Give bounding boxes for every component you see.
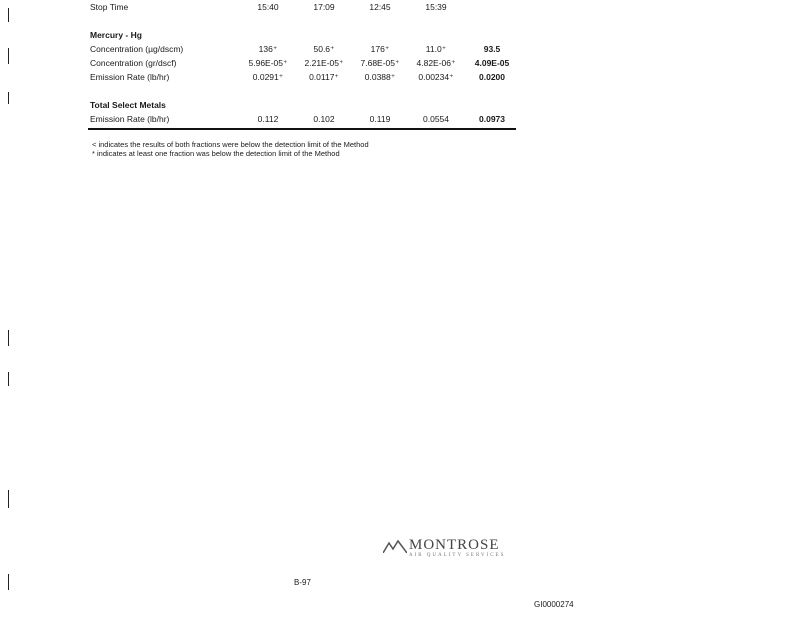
mountain-icon — [383, 539, 407, 553]
table-cell: 15:39 — [425, 2, 447, 12]
average-cell: 4.09E-05 — [474, 58, 510, 68]
table-cell: 0.112 — [257, 114, 279, 124]
table-row — [90, 112, 520, 126]
scan-edge-mark — [8, 92, 9, 104]
table-cell: 7.68E-05⁺ — [360, 57, 400, 68]
table-cell: 0.00234⁺ — [418, 71, 454, 82]
footnote: * indicates at least one fraction was below the detection limit of the Method — [92, 149, 340, 158]
table-row — [90, 42, 520, 56]
table-row — [90, 56, 520, 70]
table-cell: 17:09 — [313, 2, 335, 12]
section-heading: Mercury - Hg — [90, 30, 142, 40]
scan-edge-mark — [8, 490, 9, 508]
results-table — [90, 0, 520, 126]
page-number: B-97 — [294, 578, 311, 587]
scan-edge-mark — [8, 330, 9, 346]
footnotes — [92, 140, 369, 158]
table-cell — [464, 0, 520, 14]
row-label: Emission Rate (lb/hr) — [90, 114, 170, 124]
table-cell: 50.6⁺ — [313, 43, 335, 54]
bates-number: GI0000274 — [534, 600, 574, 609]
table-cell: 0.0554 — [423, 114, 449, 124]
table-cell: 2.21E-05⁺ — [304, 57, 344, 68]
row-label: Concentration (gr/dscf) — [90, 58, 177, 68]
table-cell: 4.82E-06⁺ — [416, 57, 456, 68]
section-heading-row — [90, 14, 520, 42]
company-logo — [383, 537, 513, 561]
table-cell: 11.0⁺ — [425, 43, 447, 54]
table-cell: 12:45 — [369, 2, 391, 12]
logo-subtext: AIR QUALITY SERVICES — [409, 553, 506, 558]
footnote: < indicates the results of both fractions were below the detection limit of the Method — [92, 140, 369, 149]
table-cell: 5.96E-05⁺ — [248, 57, 288, 68]
table-cell: 176⁺ — [370, 43, 390, 54]
scan-edge-mark — [8, 574, 9, 590]
average-cell: 0.0200 — [479, 72, 505, 82]
table-cell: 0.0117⁺ — [309, 71, 339, 82]
row-label: Emission Rate (lb/hr) — [90, 72, 170, 82]
row-label: Stop Time — [90, 2, 129, 12]
row-label: Concentration (µg/dscm) — [90, 44, 184, 54]
scan-edge-mark — [8, 8, 9, 22]
section-heading-row — [90, 84, 520, 112]
average-cell: 93.5 — [483, 44, 501, 54]
stop-time-row — [90, 0, 520, 14]
table-cell: 0.0291⁺ — [252, 71, 284, 82]
table-cell: 136⁺ — [258, 43, 278, 54]
logo-text: MONTROSE — [409, 537, 500, 553]
table-cell: 0.0388⁺ — [364, 71, 396, 82]
table-cell: 0.102 — [313, 114, 335, 124]
table-cell: 15:40 — [257, 2, 279, 12]
scan-edge-mark — [8, 372, 9, 386]
table-row — [90, 70, 520, 84]
section-heading: Total Select Metals — [90, 100, 166, 110]
table-bottom-rule — [88, 128, 516, 130]
table-cell: 0.119 — [369, 114, 391, 124]
scan-edge-mark — [8, 48, 9, 64]
average-cell: 0.0973 — [479, 114, 505, 124]
